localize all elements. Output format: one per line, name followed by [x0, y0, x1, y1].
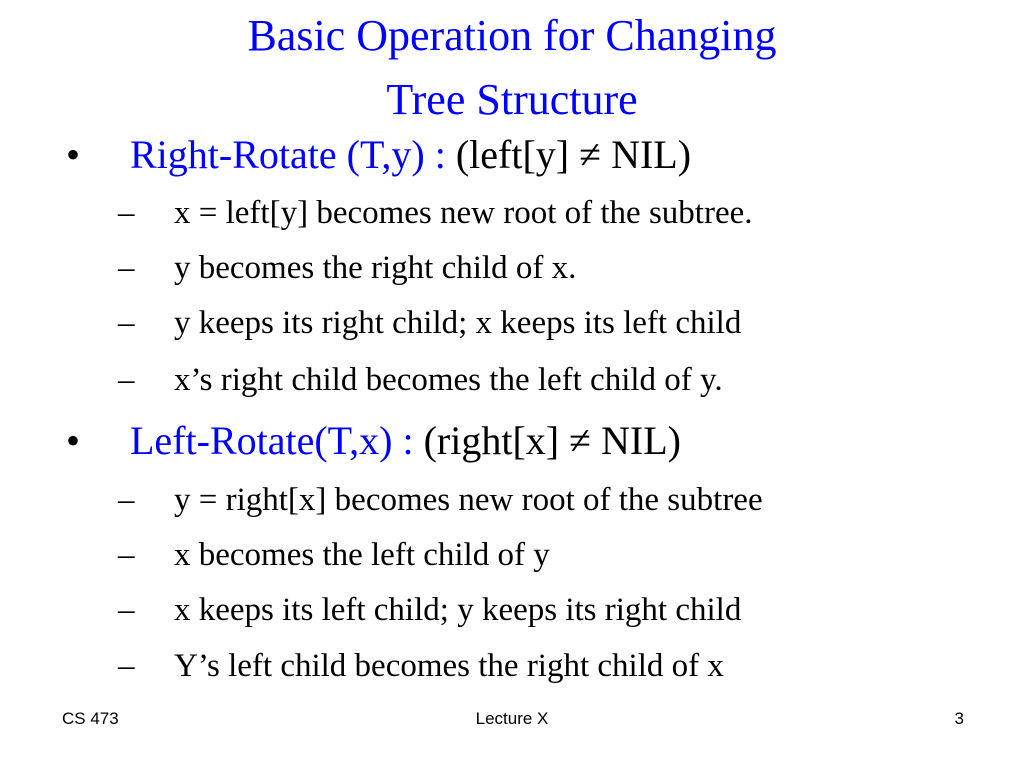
sub-item-text: x becomes the left child of y — [174, 537, 550, 573]
sub-marker: – — [118, 305, 135, 341]
footer-lecture: Lecture X — [475, 709, 549, 728]
bullet-condition: (left[y] ≠ NIL) — [455, 132, 692, 177]
sub-item-text: y becomes the right child of x. — [174, 250, 577, 286]
sub-marker: – — [118, 362, 135, 398]
sub-item-text: x keeps its left child; y keeps its right child — [174, 592, 742, 628]
bullet-text — [130, 419, 681, 463]
sub-marker: – — [118, 250, 135, 286]
slide-title-line-1: Basic Operation for Changing — [247, 11, 777, 60]
sub-item-text: x = left[y] becomes new root of the subtree. — [174, 195, 753, 231]
bullet-label: Left-Rotate(T,x) : — [130, 418, 424, 463]
sub-item-text: y keeps its right child; x keeps its left child — [174, 305, 742, 341]
sub-marker: – — [118, 648, 135, 684]
bullet-marker: • — [66, 132, 81, 177]
bullet-marker: • — [66, 418, 81, 463]
footer-page-number: 3 — [954, 709, 964, 728]
bullet-condition: (right[x] ≠ NIL) — [423, 418, 681, 463]
sub-item-text: Y’s left child becomes the right child of x — [174, 648, 724, 684]
sub-item-text: x’s right child becomes the left child of y. — [174, 362, 723, 398]
sub-marker: – — [118, 482, 135, 518]
slide-title-line-2: Tree Structure — [386, 75, 638, 124]
bullet-label: Right-Rotate (T,y) : — [130, 132, 456, 177]
bullet-text — [130, 133, 691, 177]
sub-item-text: y = right[x] becomes new root of the subtree — [174, 482, 763, 518]
footer-course: CS 473 — [62, 709, 119, 728]
sub-marker: – — [118, 537, 135, 573]
sub-marker: – — [118, 195, 135, 231]
sub-marker: – — [118, 592, 135, 628]
